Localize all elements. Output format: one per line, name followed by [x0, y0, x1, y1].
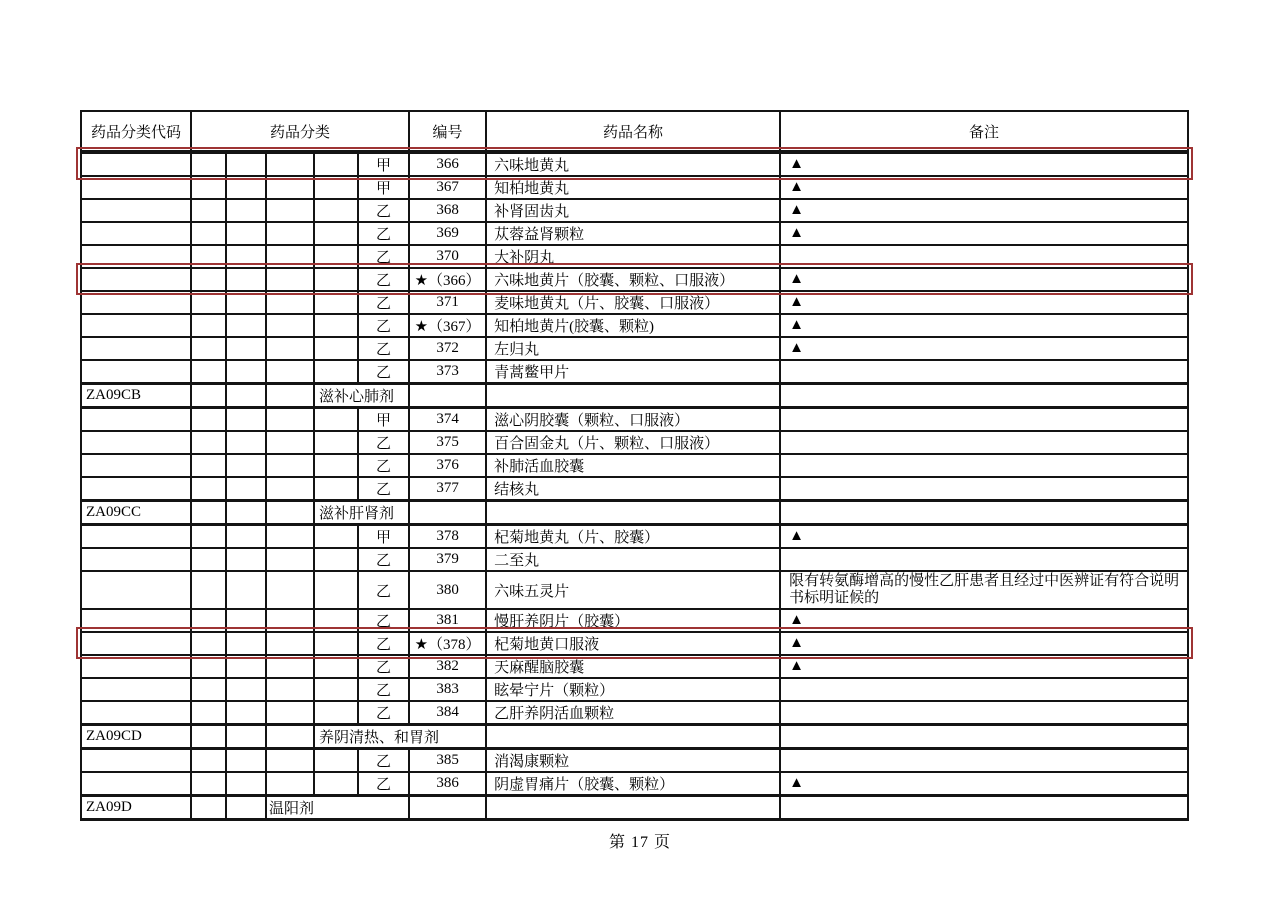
cell-drug-name — [486, 725, 780, 749]
drug-row — [81, 360, 1188, 384]
cell-tier: 乙 — [358, 431, 409, 454]
cell-drug-name: 六味地黄丸 — [486, 152, 780, 176]
cell-code — [81, 632, 191, 655]
cell-drug-name: 补肾固齿丸 — [486, 199, 780, 222]
drug-row — [81, 525, 1188, 549]
cell-class-l3 — [266, 749, 314, 773]
cell-note — [780, 548, 1188, 571]
cell-number — [409, 384, 486, 408]
cell-class-l4 — [314, 548, 358, 571]
cell-class-l3 — [266, 525, 314, 549]
cell-class-l4 — [314, 609, 358, 632]
cell-tier: 乙 — [358, 548, 409, 571]
cell-number: 371 — [409, 291, 486, 314]
cell-code: ZA09CD — [81, 725, 191, 749]
drug-row — [81, 431, 1188, 454]
cell-class-l3 — [266, 408, 314, 432]
cell-tier: 甲 — [358, 525, 409, 549]
cell-class-l3 — [266, 152, 314, 176]
cell-class-l3 — [266, 477, 314, 501]
cell-tier: 乙 — [358, 632, 409, 655]
cell-class-l4 — [314, 268, 358, 291]
cell-class-l3 — [266, 501, 314, 525]
cell-class-l3 — [266, 609, 314, 632]
cell-drug-name: 结核丸 — [486, 477, 780, 501]
cell-class-l4 — [314, 408, 358, 432]
cell-note: ▲ — [780, 291, 1188, 314]
cell-number: 385 — [409, 749, 486, 773]
cell-class-l1 — [191, 609, 226, 632]
cell-class-l4 — [314, 477, 358, 501]
cell-code — [81, 268, 191, 291]
cell-class-l4 — [314, 314, 358, 337]
cell-tier: 乙 — [358, 314, 409, 337]
cell-code — [81, 772, 191, 796]
cell-class-l3 — [266, 548, 314, 571]
cell-note — [780, 477, 1188, 501]
drug-row — [81, 632, 1188, 655]
cell-number: 386 — [409, 772, 486, 796]
category-row — [81, 384, 1188, 408]
cell-drug-name: 六味地黄片（胶囊、颗粒、口服液） — [486, 268, 780, 291]
cell-number: 381 — [409, 609, 486, 632]
cell-note: ▲ — [780, 152, 1188, 176]
cell-code — [81, 454, 191, 477]
cell-code — [81, 222, 191, 245]
cell-drug-name: 杞菊地黄口服液 — [486, 632, 780, 655]
cell-class-l3 — [266, 571, 314, 609]
cell-drug-name: 百合固金丸（片、颗粒、口服液） — [486, 431, 780, 454]
cell-code — [81, 408, 191, 432]
cell-class-l4 — [314, 245, 358, 268]
cell-class-l3 — [266, 701, 314, 725]
cell-class-l3 — [266, 314, 314, 337]
cell-class-l2 — [226, 314, 266, 337]
cell-class-l2 — [226, 525, 266, 549]
cell-code — [81, 360, 191, 384]
cell-class-l3 — [266, 678, 314, 701]
drug-row — [81, 337, 1188, 360]
cell-class-l4 — [314, 678, 358, 701]
footer-page-number: 第 17 页 — [608, 834, 671, 851]
cell-tier: 乙 — [358, 245, 409, 268]
cell-class-l3 — [266, 772, 314, 796]
cell-class-l1 — [191, 360, 226, 384]
drug-row — [81, 548, 1188, 571]
cell-note — [780, 431, 1188, 454]
cell-tier: 乙 — [358, 199, 409, 222]
cell-class-l1 — [191, 725, 226, 749]
cell-class-l3 — [266, 384, 314, 408]
cell-note: ▲ — [780, 632, 1188, 655]
cell-drug-name: 天麻醒脑胶囊 — [486, 655, 780, 678]
cell-number: 369 — [409, 222, 486, 245]
cell-code — [81, 431, 191, 454]
table-header — [81, 111, 1188, 152]
category-row — [81, 796, 1188, 820]
cell-drug-name: 六味五灵片 — [486, 571, 780, 609]
cell-class-l4 — [314, 632, 358, 655]
cell-class-l4 — [314, 337, 358, 360]
drug-row — [81, 291, 1188, 314]
cell-class-l3 — [266, 431, 314, 454]
cell-tier: 乙 — [358, 222, 409, 245]
cell-note — [780, 678, 1188, 701]
drug-row — [81, 268, 1188, 291]
cell-drug-name: 补肺活血胶囊 — [486, 454, 780, 477]
cell-class-l1 — [191, 222, 226, 245]
cell-code — [81, 152, 191, 176]
drug-row — [81, 477, 1188, 501]
cell-number: 375 — [409, 431, 486, 454]
header-cell-code: 药品分类代码 — [81, 111, 191, 152]
cell-class-l4 — [314, 360, 358, 384]
cell-tier: 乙 — [358, 655, 409, 678]
cell-tier: 乙 — [358, 454, 409, 477]
cell-class-l3 — [266, 655, 314, 678]
cell-class-l2 — [226, 360, 266, 384]
cell-class-l1 — [191, 477, 226, 501]
cell-class-l4 — [314, 152, 358, 176]
cell-class-l4 — [314, 525, 358, 549]
cell-tier: 乙 — [358, 360, 409, 384]
cell-tier: 乙 — [358, 772, 409, 796]
cell-class-l1 — [191, 337, 226, 360]
cell-tier: 乙 — [358, 609, 409, 632]
cell-class-l1 — [191, 431, 226, 454]
cell-number: ★（367） — [409, 314, 486, 337]
cell-code — [81, 571, 191, 609]
cell-class-l2 — [226, 632, 266, 655]
cell-tier: 乙 — [358, 678, 409, 701]
cell-class-l2 — [226, 245, 266, 268]
cell-note: ▲ — [780, 268, 1188, 291]
cell-drug-name: 苁蓉益肾颗粒 — [486, 222, 780, 245]
cell-number: 376 — [409, 454, 486, 477]
cell-note — [780, 501, 1188, 525]
cell-drug-name: 慢肝养阴片（胶囊） — [486, 609, 780, 632]
drug-row — [81, 678, 1188, 701]
cell-class-l3 — [266, 245, 314, 268]
cell-drug-name: 麦味地黄丸（片、胶囊、口服液） — [486, 291, 780, 314]
cell-note — [780, 701, 1188, 725]
cell-code: ZA09CB — [81, 384, 191, 408]
cell-class-l3 — [266, 291, 314, 314]
cell-class-l3 — [266, 360, 314, 384]
header-cell-note: 备注 — [780, 111, 1188, 152]
cell-class-l3 — [266, 632, 314, 655]
cell-note: ▲ — [780, 772, 1188, 796]
cell-note — [780, 408, 1188, 432]
cell-code — [81, 609, 191, 632]
cell-class-l3 — [266, 337, 314, 360]
table-body — [81, 152, 1188, 820]
cell-number: 367 — [409, 176, 486, 199]
cell-class-l1 — [191, 152, 226, 176]
cell-class-l1 — [191, 701, 226, 725]
cell-class-l1 — [191, 678, 226, 701]
cell-tier: 甲 — [358, 176, 409, 199]
cell-class-l4 — [314, 199, 358, 222]
cell-class-l4 — [314, 655, 358, 678]
cell-class-l4 — [314, 222, 358, 245]
cell-note — [780, 796, 1188, 820]
cell-tier: 乙 — [358, 268, 409, 291]
drug-row — [81, 314, 1188, 337]
drug-row — [81, 749, 1188, 773]
cell-class-l2 — [226, 655, 266, 678]
drug-row — [81, 701, 1188, 725]
cell-class-l1 — [191, 655, 226, 678]
cell-class-l2 — [226, 384, 266, 408]
cell-class-l2 — [226, 408, 266, 432]
cell-tier: 乙 — [358, 337, 409, 360]
cell-tier: 乙 — [358, 749, 409, 773]
cell-category-name: 滋补肝肾剂 — [314, 501, 409, 525]
cell-number: 383 — [409, 678, 486, 701]
cell-class-l2 — [226, 548, 266, 571]
cell-number: 378 — [409, 525, 486, 549]
cell-note: ▲ — [780, 199, 1188, 222]
cell-class-l3 — [266, 268, 314, 291]
cell-drug-name: 大补阴丸 — [486, 245, 780, 268]
cell-number: 384 — [409, 701, 486, 725]
cell-drug-name: 乙肝养阴活血颗粒 — [486, 701, 780, 725]
cell-category-name: 养阴清热、和胃剂 — [314, 725, 486, 749]
cell-code — [81, 655, 191, 678]
cell-drug-name: 左归丸 — [486, 337, 780, 360]
drug-row — [81, 408, 1188, 432]
cell-class-l1 — [191, 291, 226, 314]
cell-note: ▲ — [780, 609, 1188, 632]
cell-class-l1 — [191, 454, 226, 477]
cell-code — [81, 477, 191, 501]
cell-code — [81, 199, 191, 222]
cell-drug-name: 眩晕宁片（颗粒） — [486, 678, 780, 701]
cell-class-l1 — [191, 632, 226, 655]
cell-class-l4 — [314, 772, 358, 796]
cell-drug-name — [486, 384, 780, 408]
cell-note: ▲ — [780, 176, 1188, 199]
cell-note — [780, 245, 1188, 268]
cell-number: 370 — [409, 245, 486, 268]
cell-drug-name: 滋心阴胶囊（颗粒、口服液） — [486, 408, 780, 432]
cell-class-l4 — [314, 701, 358, 725]
cell-class-l2 — [226, 701, 266, 725]
cell-class-l2 — [226, 454, 266, 477]
cell-class-l3 — [266, 176, 314, 199]
cell-class-l3 — [266, 454, 314, 477]
drug-row — [81, 454, 1188, 477]
cell-tier: 甲 — [358, 152, 409, 176]
cell-number: 373 — [409, 360, 486, 384]
drug-row — [81, 772, 1188, 796]
cell-note: 限有转氨酶增高的慢性乙肝患者且经过中医辨证有符合说明书标明证候的 — [780, 571, 1188, 609]
cell-note — [780, 360, 1188, 384]
cell-class-l1 — [191, 268, 226, 291]
cell-drug-name: 青蒿鳖甲片 — [486, 360, 780, 384]
cell-number: 382 — [409, 655, 486, 678]
cell-class-l1 — [191, 796, 226, 820]
cell-drug-name: 二至丸 — [486, 548, 780, 571]
category-row — [81, 501, 1188, 525]
cell-code — [81, 314, 191, 337]
cell-class-l2 — [226, 222, 266, 245]
drug-row — [81, 655, 1188, 678]
cell-class-l1 — [191, 548, 226, 571]
cell-drug-name: 知柏地黄片(胶囊、颗粒) — [486, 314, 780, 337]
cell-class-l1 — [191, 408, 226, 432]
cell-class-l2 — [226, 571, 266, 609]
drug-row — [81, 176, 1188, 199]
drug-row — [81, 571, 1188, 609]
drug-row — [81, 152, 1188, 176]
cell-class-l2 — [226, 337, 266, 360]
cell-code — [81, 548, 191, 571]
cell-code — [81, 749, 191, 773]
cell-code — [81, 245, 191, 268]
cell-code: ZA09D — [81, 796, 191, 820]
cell-class-l4 — [314, 176, 358, 199]
cell-class-l2 — [226, 678, 266, 701]
cell-class-l2 — [226, 749, 266, 773]
drug-table — [80, 110, 1189, 821]
cell-number: 368 — [409, 199, 486, 222]
cell-class-l2 — [226, 477, 266, 501]
cell-note — [780, 749, 1188, 773]
cell-tier: 乙 — [358, 477, 409, 501]
header-cell-number: 编号 — [409, 111, 486, 152]
cell-class-l4 — [314, 571, 358, 609]
cell-drug-name: 阴虚胃痛片（胶囊、颗粒） — [486, 772, 780, 796]
header-row — [81, 111, 1188, 152]
cell-drug-name: 消渴康颗粒 — [486, 749, 780, 773]
cell-drug-name: 知柏地黄丸 — [486, 176, 780, 199]
cell-code: ZA09CC — [81, 501, 191, 525]
cell-tier: 乙 — [358, 571, 409, 609]
cell-note: ▲ — [780, 222, 1188, 245]
cell-code — [81, 291, 191, 314]
cell-class-l2 — [226, 176, 266, 199]
cell-class-l2 — [226, 609, 266, 632]
cell-class-l1 — [191, 384, 226, 408]
cell-class-l2 — [226, 772, 266, 796]
cell-class-l1 — [191, 749, 226, 773]
cell-number: 372 — [409, 337, 486, 360]
cell-drug-name: 杞菊地黄丸（片、胶囊） — [486, 525, 780, 549]
cell-category-name: 温阳剂 — [266, 796, 409, 820]
cell-number: ★（378） — [409, 632, 486, 655]
cell-note — [780, 384, 1188, 408]
cell-number: 380 — [409, 571, 486, 609]
cell-number: 366 — [409, 152, 486, 176]
cell-drug-name — [486, 796, 780, 820]
drug-row — [81, 199, 1188, 222]
cell-note — [780, 725, 1188, 749]
cell-class-l1 — [191, 314, 226, 337]
cell-code — [81, 678, 191, 701]
cell-class-l3 — [266, 725, 314, 749]
cell-class-l1 — [191, 571, 226, 609]
cell-class-l4 — [314, 749, 358, 773]
cell-number: 374 — [409, 408, 486, 432]
cell-class-l1 — [191, 245, 226, 268]
cell-class-l2 — [226, 431, 266, 454]
cell-note — [780, 454, 1188, 477]
cell-class-l1 — [191, 772, 226, 796]
cell-number: ★（366） — [409, 268, 486, 291]
cell-class-l4 — [314, 291, 358, 314]
cell-class-l2 — [226, 796, 266, 820]
cell-note: ▲ — [780, 655, 1188, 678]
cell-tier: 甲 — [358, 408, 409, 432]
cell-code — [81, 176, 191, 199]
cell-code — [81, 525, 191, 549]
header-cell-name: 药品名称 — [486, 111, 780, 152]
drug-row — [81, 245, 1188, 268]
cell-class-l4 — [314, 454, 358, 477]
cell-note: ▲ — [780, 314, 1188, 337]
drug-row — [81, 609, 1188, 632]
cell-class-l4 — [314, 431, 358, 454]
cell-category-name: 滋补心肺剂 — [314, 384, 409, 408]
cell-number — [409, 501, 486, 525]
cell-class-l2 — [226, 291, 266, 314]
cell-class-l1 — [191, 501, 226, 525]
cell-class-l2 — [226, 725, 266, 749]
cell-number — [409, 796, 486, 820]
cell-number: 377 — [409, 477, 486, 501]
cell-code — [81, 337, 191, 360]
cell-class-l2 — [226, 199, 266, 222]
category-row — [81, 725, 1188, 749]
cell-code — [81, 701, 191, 725]
header-cell-class: 药品分类 — [191, 111, 409, 152]
cell-class-l2 — [226, 501, 266, 525]
cell-class-l1 — [191, 176, 226, 199]
cell-note: ▲ — [780, 337, 1188, 360]
cell-note: ▲ — [780, 525, 1188, 549]
cell-number: 379 — [409, 548, 486, 571]
cell-class-l3 — [266, 199, 314, 222]
cell-class-l1 — [191, 199, 226, 222]
cell-class-l2 — [226, 268, 266, 291]
cell-tier: 乙 — [358, 701, 409, 725]
cell-class-l3 — [266, 222, 314, 245]
cell-class-l2 — [226, 152, 266, 176]
cell-drug-name — [486, 501, 780, 525]
cell-tier: 乙 — [358, 291, 409, 314]
cell-class-l1 — [191, 525, 226, 549]
drug-row — [81, 222, 1188, 245]
